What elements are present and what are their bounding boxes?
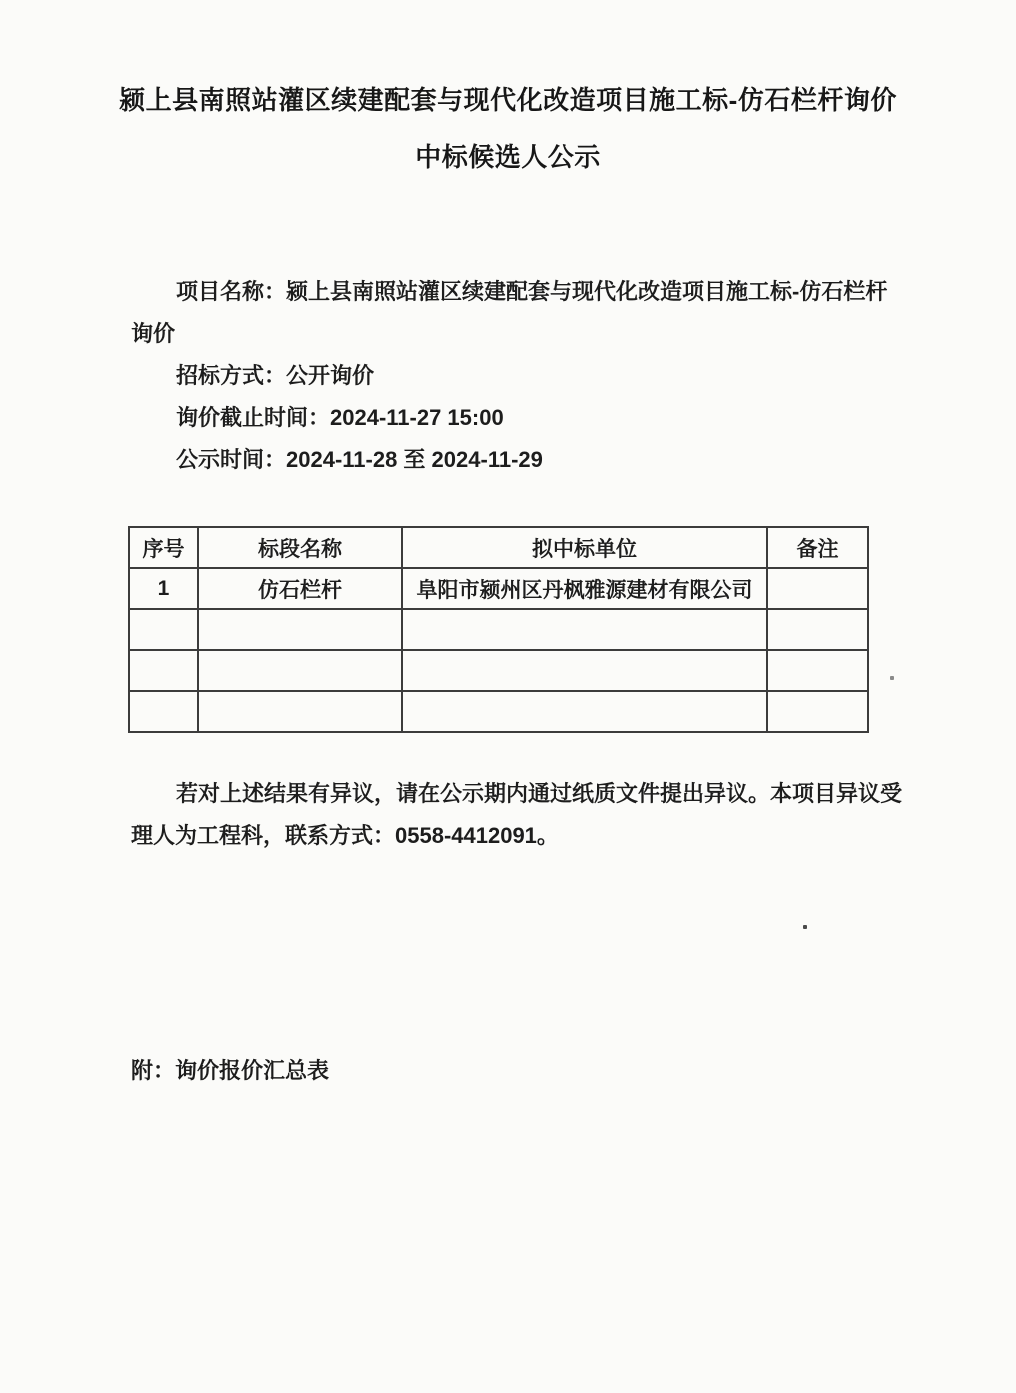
cell-proposed-winner — [402, 609, 767, 650]
column-header-remarks: 备注 — [767, 527, 868, 568]
column-header-seq: 序号 — [129, 527, 198, 568]
objection-line1: 若对上述结果有异议，请在公示期内通过纸质文件提出异议。本项目异议受 — [176, 781, 903, 806]
column-header-section-name: 标段名称 — [198, 527, 402, 568]
objection-paragraph — [131, 773, 903, 857]
cell-section-name: 仿石栏杆 — [198, 568, 402, 609]
column-header-proposed-winner: 拟中标单位 — [402, 527, 767, 568]
document-title-line2: 中标候选人公示 — [415, 142, 601, 172]
cell-remarks — [767, 650, 868, 691]
cell-proposed-winner: 阜阳市颍州区丹枫雅源建材有限公司 — [402, 568, 767, 609]
table-row — [129, 650, 868, 691]
cell-seq — [129, 650, 198, 691]
project-info-block — [131, 271, 888, 481]
cell-remarks — [767, 568, 868, 609]
cell-seq — [129, 609, 198, 650]
tender-method-line: 招标方式：公开询价 — [176, 363, 375, 388]
cell-proposed-winner — [402, 650, 767, 691]
cell-section-name — [198, 609, 402, 650]
cell-section-name — [198, 691, 402, 732]
table-header-row — [129, 527, 868, 568]
cell-section-name — [198, 650, 402, 691]
scan-speck — [803, 925, 807, 929]
bid-result-table — [128, 526, 869, 733]
table-row — [129, 691, 868, 732]
attachment-note: 附：询价报价汇总表 — [131, 1058, 330, 1083]
cell-proposed-winner — [402, 691, 767, 732]
project-name-line1: 项目名称：颍上县南照站灌区续建配套与现代化改造项目施工标-仿石栏杆 — [176, 279, 888, 304]
publicity-period-line: 公示时间：2024-11-28 至 2024-11-29 — [176, 447, 543, 472]
scan-speck — [890, 676, 894, 680]
objection-line2: 理人为工程科，联系方式：0558-4412091。 — [131, 823, 559, 848]
project-name-line2: 询价 — [131, 321, 176, 346]
document-title-line1: 颍上县南照站灌区续建配套与现代化改造项目施工标-仿石栏杆询价 — [119, 85, 897, 115]
inquiry-deadline-line: 询价截止时间：2024-11-27 15:00 — [176, 405, 504, 430]
cell-seq: 1 — [129, 568, 198, 609]
cell-seq — [129, 691, 198, 732]
table-row — [129, 609, 868, 650]
cell-remarks — [767, 609, 868, 650]
table-row — [129, 568, 868, 609]
cell-remarks — [767, 691, 868, 732]
